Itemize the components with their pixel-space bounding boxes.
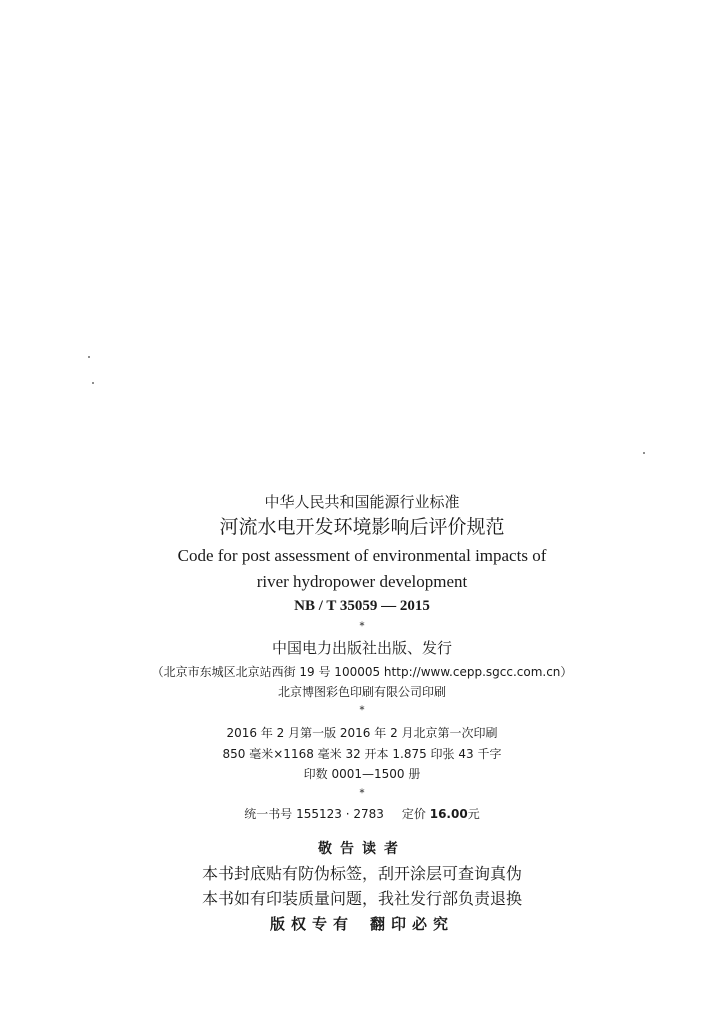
scan-speck [88, 356, 90, 358]
format-spec-line: 850 毫米×1168 毫米 32 开本 1.875 印张 43 千字 [222, 747, 502, 761]
publisher-line: 中国电力出版社出版、发行 [271, 639, 452, 657]
standard-category: 中华人民共和国能源行业标准 [264, 493, 460, 511]
reproduction-prohibited: 翻印必究 [370, 915, 455, 933]
copyright-statement [0, 917, 724, 932]
reader-notice-line-2: 本书如有印装质量问题，我社发行部负责退换 [201, 889, 522, 908]
publisher-address: （北京市东城区北京站西街 19 号 100005 http://www.cepp.sgcc.com.cn） [151, 665, 573, 679]
book-number-price-line [0, 808, 724, 820]
scan-speck [92, 382, 94, 384]
separator-star: * [359, 621, 365, 632]
separator-star: * [359, 705, 365, 716]
separator-star: * [359, 788, 365, 799]
english-title-line-2: river hydropower development [256, 572, 468, 591]
scan-speck [643, 452, 645, 454]
reader-notice-line-1: 本书封底贴有防伪标签，刮开涂层可查询真伪 [201, 864, 522, 883]
english-title-line-1: Code for post assessment of environmental impacts of [177, 546, 547, 565]
price-value: 16.00 [429, 807, 468, 821]
edition-line: 2016 年 2 月第一版 2016 年 2 月北京第一次印刷 [226, 726, 498, 740]
copyright-reserved: 版权专有 [269, 915, 354, 933]
standard-code: NB / T 35059 — 2015 [294, 598, 430, 614]
unified-book-number: 统一书号 155123 · 2783 [244, 807, 384, 821]
price-label: 定价 [401, 807, 426, 821]
price-unit: 元 [467, 807, 480, 821]
printer-line: 北京博图彩色印刷有限公司印刷 [277, 685, 446, 699]
print-run-line: 印数 0001—1500 册 [303, 767, 421, 781]
chinese-title: 河流水电开发环境影响后评价规范 [219, 516, 505, 538]
reader-notice-heading: 敬告读者 [318, 841, 406, 857]
